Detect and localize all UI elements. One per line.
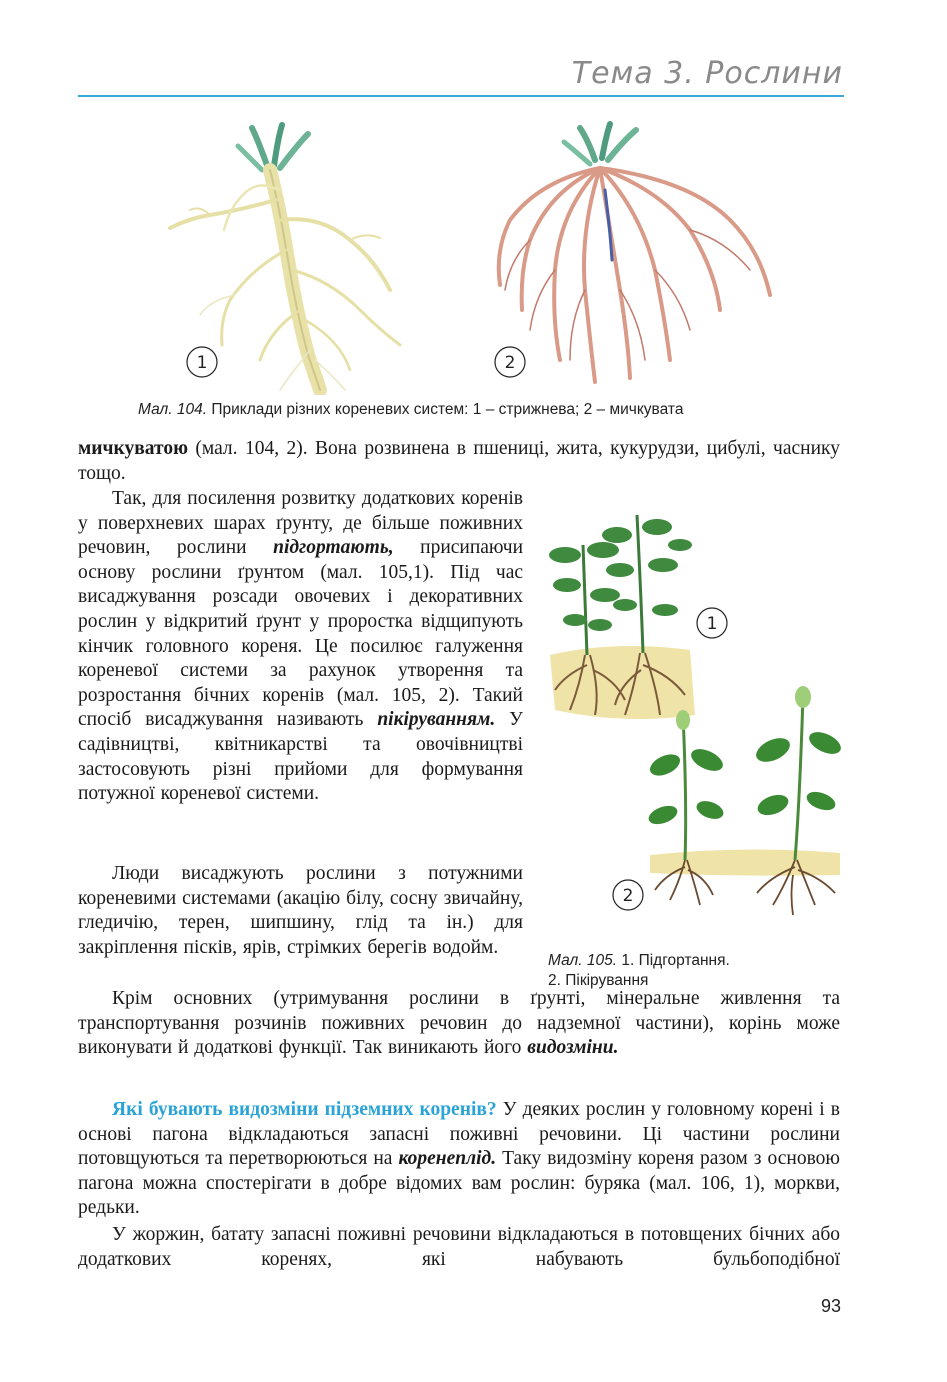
figure-104-caption [138, 401, 818, 419]
paragraph-4-text: Крім основних (утримування рослини в ґрунті, мінеральне живлення та транспортування розчинів поживних речовин до надземної частини), корінь може виконувати й додаткові функції. Так виникають його [78, 988, 840, 1059]
fig104-label-2-circle [495, 347, 525, 377]
paragraph-3 [78, 862, 523, 960]
term-fibrous: мичкуватою [78, 438, 188, 459]
term-root-crop: коренеплід. [398, 1148, 497, 1170]
section-question: Які бувають видозміни підземних коренів? [112, 1099, 497, 1120]
paragraph-2-part-1: Так, для посилення розвитку додаткових коренів у поверхневих шарах ґрунту, де більше поживних речовин, рослини [78, 488, 523, 559]
paragraph-1 [78, 437, 840, 486]
fig105-label-1: 1 [706, 614, 718, 634]
fig105-label-2-circle [613, 880, 643, 910]
paragraph-2-part-2: присипаючи основу рослини ґрунтом (мал. 105,1). Під час висаджування розсади овочевих і декоративних рослин у відкритий ґрунт у проростка відщипують кінчик головного кореня. Це посилює галуження кореневої системи за рахунок утворення та розростання бічних коренів (мал. 105, 2). Такий спосіб висаджування називають [78, 537, 524, 731]
fig105-label-1-circle [697, 608, 727, 638]
fig104-label-1: 1 [196, 353, 208, 373]
paragraph-4 [78, 987, 840, 1061]
figure-105-illustration [545, 505, 845, 925]
figure-105-caption-line-2: 2. Пікірування [548, 972, 649, 989]
fibrous-root-drawing [499, 124, 770, 382]
paragraph-2 [78, 487, 523, 807]
paragraph-2-part-3: У садівництві, квітникарстві та овочівництві застосовують різні прийоми для формування потужної кореневої системи. [78, 709, 523, 805]
term-modifications: видозміни. [527, 1037, 619, 1059]
paragraph-1-text: (мал. 104, 2). Вона розвинена в пшениці, жита, кукурудзи, цибулі, часнику тощо. [78, 438, 840, 484]
figure-104-caption-num: Мал. 104. [138, 401, 208, 418]
header-title: Тема 3. Рослини [571, 56, 843, 91]
paragraph-5-part-2: Таку видозміну кореня разом з основою пагона можна спостерігати в добре відомих вам рослин: буряка (мал. 106, 1), моркви, редьки. [78, 1148, 840, 1219]
fig105-label-2: 2 [622, 886, 634, 906]
paragraph-6 [78, 1223, 840, 1272]
page-number: 93 [820, 1296, 841, 1316]
hilling-drawing [549, 515, 695, 719]
paragraph-6-text: У жоржин, батату запасні поживні речовини відкладаються в потовщених бічних або додаткових коренях, які набувають бульбоподібної [78, 1224, 840, 1270]
fig104-label-2: 2 [504, 353, 516, 373]
term-hilling: підгортають, [273, 537, 394, 559]
figure-104-caption-text: Приклади різних кореневих систем: 1 – стрижнева; 2 – мичкувата [207, 401, 684, 418]
pricking-drawing [646, 686, 844, 915]
figure-105-caption-num: Мал. 105. [548, 952, 618, 969]
figure-105-caption-line-1: 1. Підгортання. [617, 952, 730, 969]
header-rule [78, 95, 844, 97]
figure-104-illustration [150, 120, 790, 395]
term-pricking: пікіруванням. [377, 709, 496, 731]
fig104-label-1-circle [187, 347, 217, 377]
paragraph-5-part-1: У деяких рослин у головному корені і в основі пагона відкладаються запасні поживні речовини. Ці частини рослини потовщуються та перетворюються на [78, 1099, 840, 1170]
figure-105-caption [548, 951, 838, 991]
paragraph-3-text: Люди висаджують рослини з потужними кореневими системами (акацію білу, сосну звичайну, гледичію, терен, шипшину, глід та ін.) для закріплення пісків, ярів, стрімких берегів водойм. [78, 863, 523, 958]
paragraph-5 [78, 1098, 840, 1221]
